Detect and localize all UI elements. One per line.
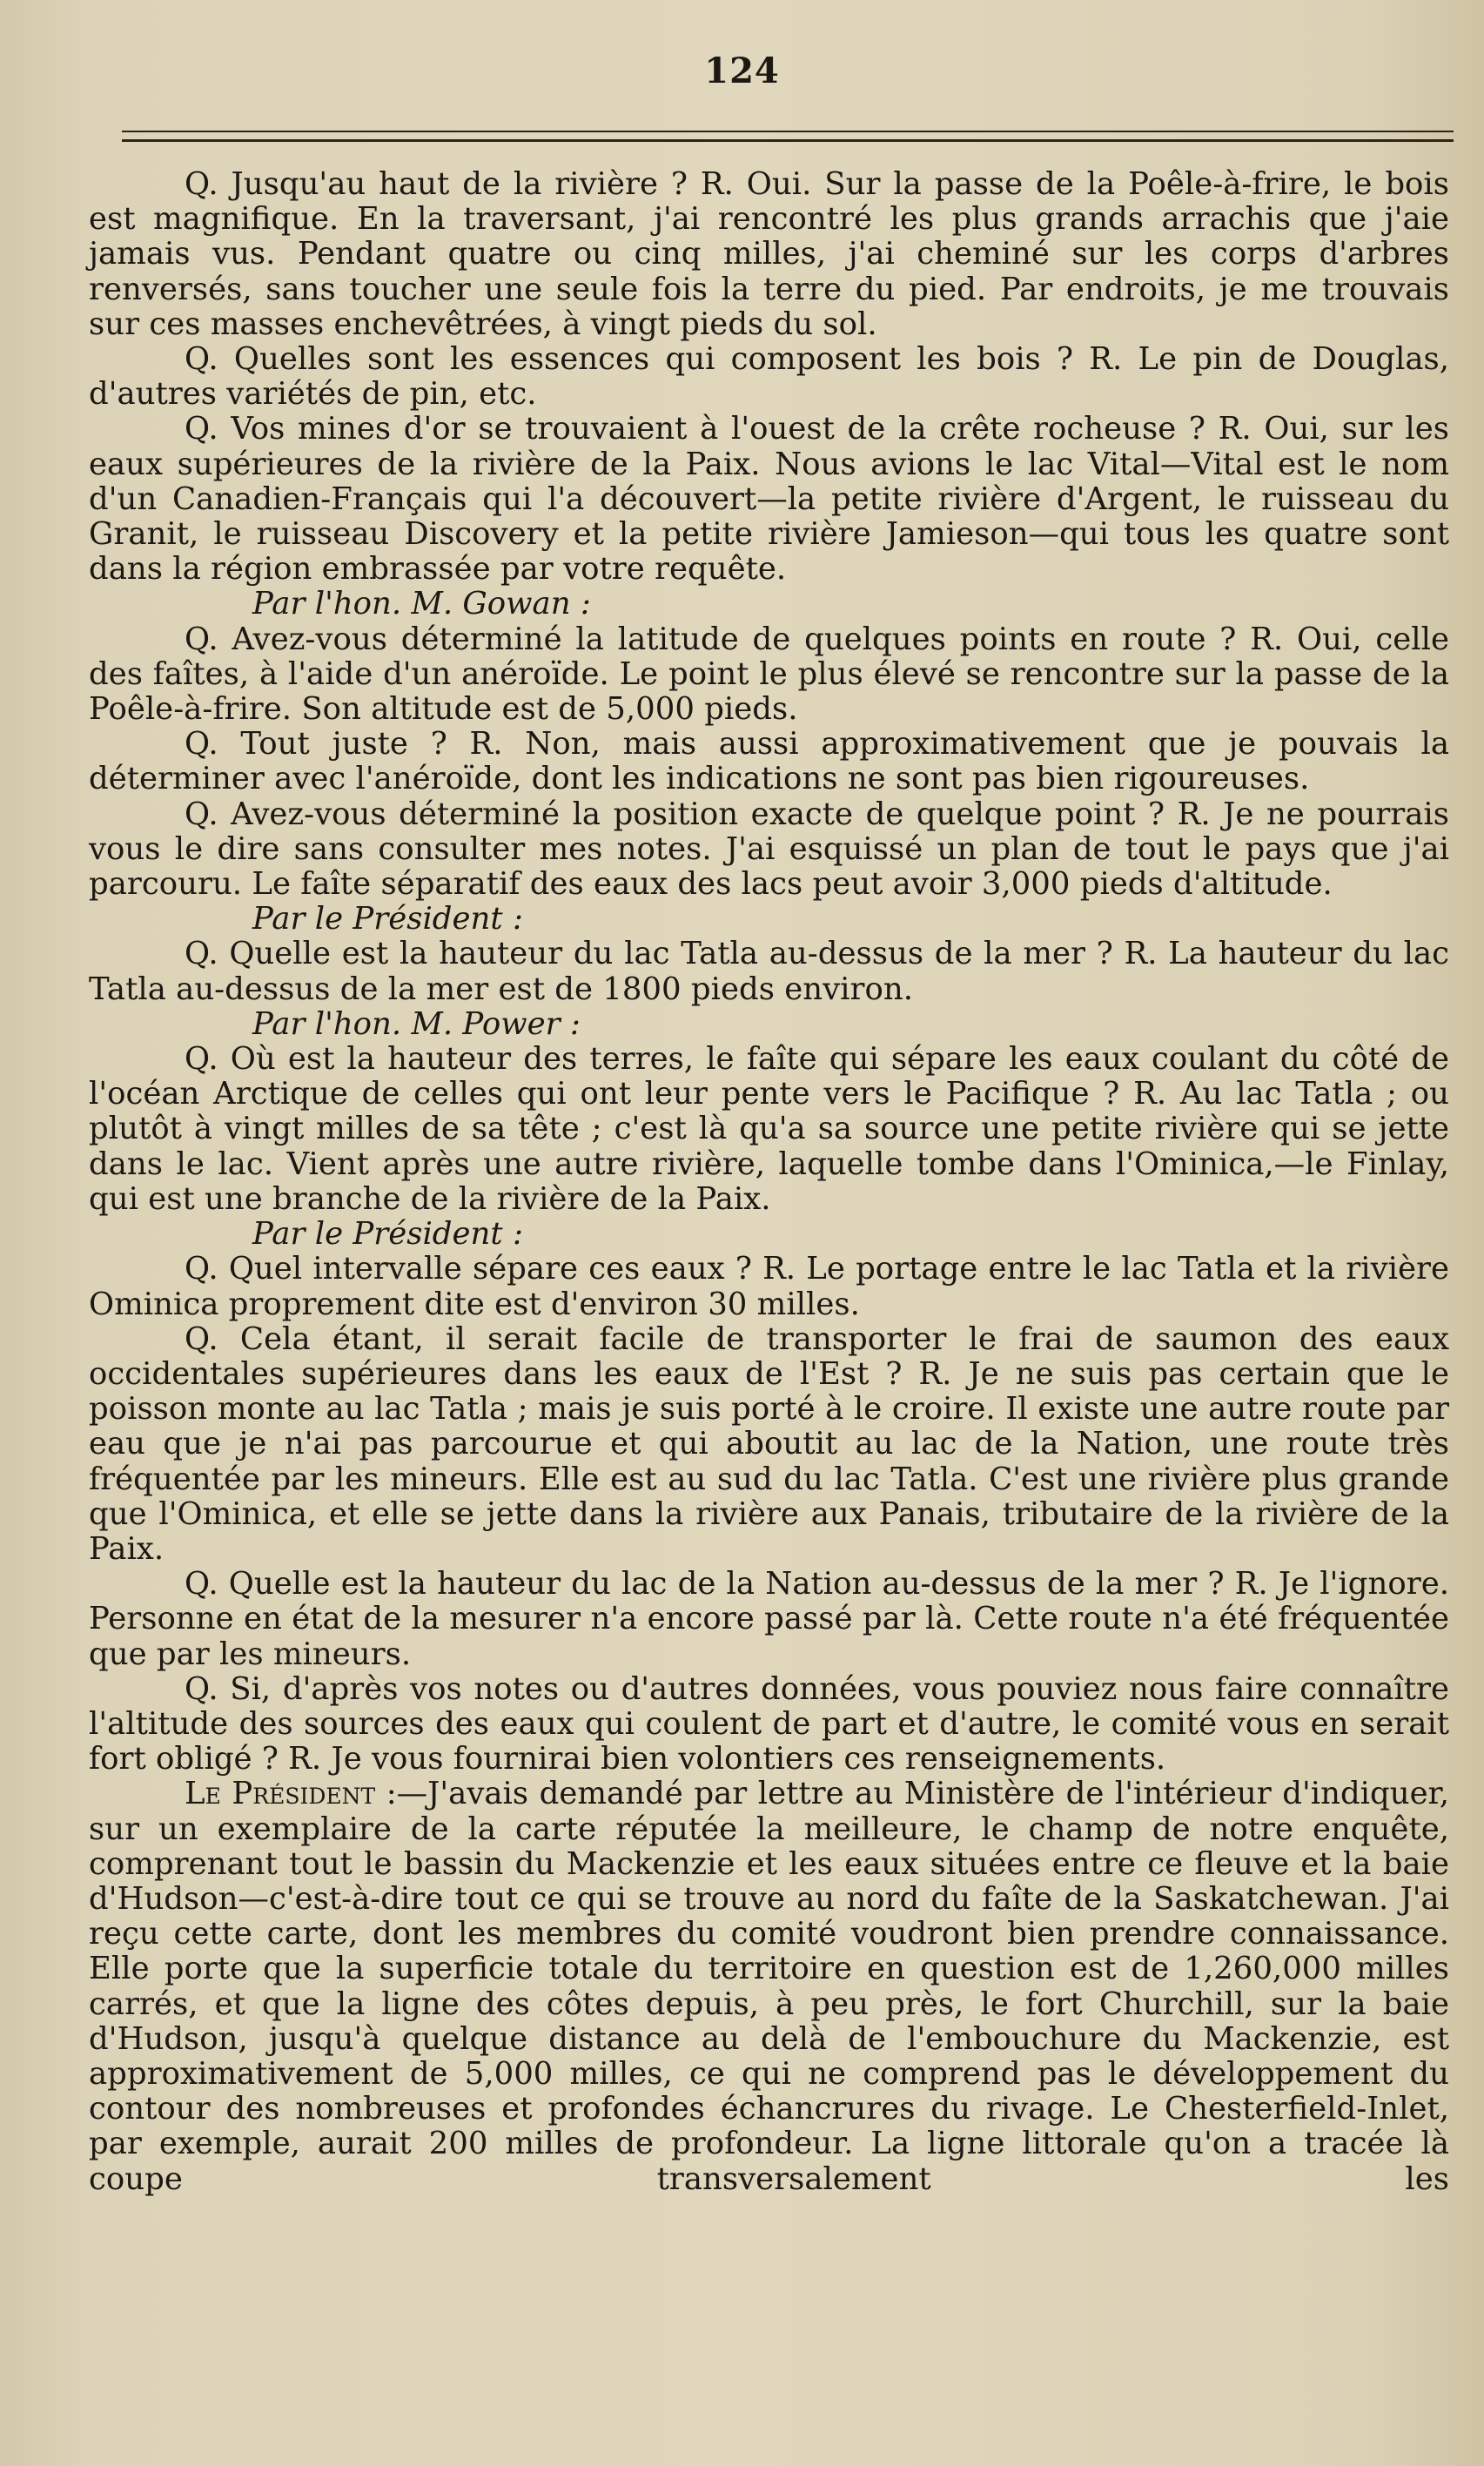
- paragraph: Q. Où est la hauteur des terres, le faîte qui sépare les eaux coulant du côté de l'océan Arctique de celles qui ont leur pente vers le Pacifique ? R. Au lac Tatla ; ou plutôt à vingt milles de sa tête ; c'est là qu'a sa source une petite rivière qui se jette dans le lac. Vient après une autre rivière, laquelle tombe dans l'Ominica,—le Finlay, qui est une branche de la rivière de la Paix.: [89, 1041, 1449, 1217]
- paragraph: Q. Quelles sont les essences qui composent les bois ? R. Le pin de Douglas, d'autres variétés de pin, etc.: [89, 341, 1449, 413]
- paragraph: Q. Vos mines d'or se trouvaient à l'ouest de la crête rocheuse ? R. Oui, sur les eaux supérieures de la rivière de la Paix. Nous avions le lac Vital—Vital est le nom d'un Canadien-Français qui l'a découvert—la petite rivière d'Argent, le ruisseau du Granit, le ruisseau Discovery et la petite rivière Jamieson—qui tous les quatre sont dans la région embrassée par votre requête.: [89, 411, 1449, 588]
- speaker-heading: Par l'hon. M. Power :: [252, 1005, 581, 1042]
- header-rule-double: [122, 139, 1454, 142]
- paragraph: Q. Quelle est la hauteur du lac de la Nation au-dessus de la mer ? R. Je l'ignore. Personne en état de la mesurer n'a encore passé par là. Cette route n'a été fréquentée que par les mineurs.: [89, 1566, 1449, 1672]
- paragraph: Q. Avez-vous déterminé la latitude de quelques points en route ? R. Oui, celle des faîtes, à l'aide d'un anéroïde. Le point le plus élevé se rencontre sur la passe de la Poêle-à-frire. Son altitude est de 5,000 pieds.: [89, 621, 1449, 728]
- paragraph: Q. Si, d'après vos notes ou d'autres données, vous pouviez nous faire connaître l'altitude des sources des eaux qui coulent de part et d'autre, le comité vous en serait fort obligé ? R. Je vous fournirai bien volontiers ces renseignements.: [89, 1670, 1449, 1777]
- body-text: [89, 167, 1449, 2197]
- president-statement: [89, 1777, 1449, 2196]
- president-text: —J'avais demandé par lettre au Ministère de l'intérieur d'indiquer, sur un exemplaire de la carte réputée la meilleure, le champ de notre enquête, comprenant tout le bassin du Mackenzie et les eaux situées entre ce fleuve et la baie d'Hudson—c'est-à-dire tout ce qui se trouve au nord du faîte de la Saskatchewan. J'ai reçu cette carte, dont les membres du comité voudront bien prendre connaissance. Elle porte que la superficie totale du territoire en question est de 1,260,000 milles carrés, et que la ligne des côtes depuis, à peu près, le fort Churchill, sur la baie d'Hudson, jusqu'à quelque distance au delà de l'embouchure du Mackenzie, est approximativement de 5,000 milles, ce qui ne comprend pas le développement du contour des nombreuses et profondes échancrures du rivage. Le Chesterfield-Inlet, par exemple, aurait 200 milles de profondeur. La ligne littorale qu'on a tracée là coupe transversalement les: [89, 1776, 1449, 2197]
- paragraph: Q. Cela étant, il serait facile de transporter le frai de saumon des eaux occidentales supérieures dans les eaux de l'Est ? R. Je ne suis pas certain que le poisson monte au lac Tatla ; mais je suis porté à le croire. Il existe une autre route par eau que je n'ai pas parcourue et qui aboutit au lac de la Nation, une route très fréquentée par les mineurs. Elle est au sud du lac Tatla. C'est une rivière plus grande que l'Ominica, et elle se jette dans la rivière aux Panais, tributaire de la rivière de la Paix.: [89, 1320, 1449, 1567]
- paragraph: Q. Jusqu'au haut de la rivière ? R. Oui. Sur la passe de la Poêle-à-frire, le bois est magnifique. En la traversant, j'ai rencontré les plus grands arrachis que j'aie jamais vus. Pendant quatre ou cinq milles, j'ai cheminé sur les corps d'arbres renversés, sans toucher une seule fois la terre du pied. Par endroits, je me trouvais sur ces masses enchevêtrées, à vingt pieds du sol.: [89, 166, 1449, 342]
- speaker-heading: Par le Président :: [252, 901, 523, 937]
- paragraph: Q. Avez-vous déterminé la position exacte de quelque point ? R. Je ne pourrais vous le dire sans consulter mes notes. J'ai esquissé un plan de tout le pays que j'ai parcouru. Le faîte séparatif des eaux des lacs peut avoir 3,000 pieds d'altitude.: [89, 796, 1449, 903]
- speaker-heading: Par le Président :: [252, 1216, 523, 1253]
- speaker-heading: Par l'hon. M. Gowan :: [252, 586, 591, 622]
- paragraph: Q. Quelle est la hauteur du lac Tatla au-dessus de la mer ? R. La hauteur du lac Tatla au-dessus de la mer est de 1800 pieds environ.: [89, 936, 1449, 1007]
- paragraph: Q. Tout juste ? R. Non, mais aussi approximativement que je pouvais la déterminer avec l'anéroïde, dont les indications ne sont pas bien rigoureuses.: [89, 726, 1449, 797]
- page-number: 124: [704, 50, 780, 91]
- president-label: Le Président :: [185, 1776, 397, 1812]
- header-rule: [122, 131, 1454, 132]
- paragraph: Q. Quel intervalle sépare ces eaux ? R. Le portage entre le lac Tatla et la rivière Ominica proprement dite est d'environ 30 milles.: [89, 1251, 1449, 1322]
